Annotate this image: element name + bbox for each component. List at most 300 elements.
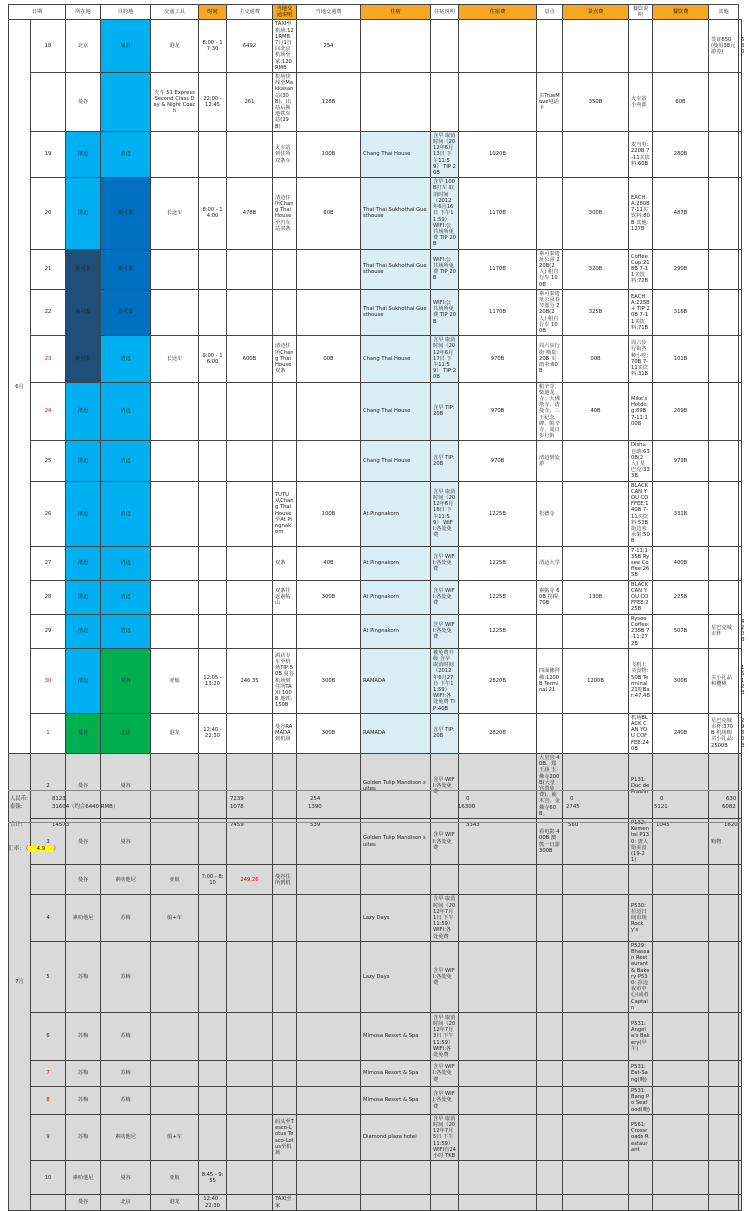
- cell-destination: 苏梅: [101, 1013, 151, 1061]
- cell-other: 星巴克城市杯: [709, 614, 739, 648]
- cell-date: 9: [31, 1114, 66, 1160]
- cell-other: [709, 481, 739, 546]
- cell-sight: 帕辛寺、柴迪龙寺、大佛塔寺、清曼寺、三王纪念碑、帕辛寺、周日步行街: [537, 382, 563, 441]
- cell-other: [709, 441, 739, 481]
- cell-food-fee: 101B: [653, 336, 709, 382]
- cell-date: 23: [31, 336, 66, 382]
- cell-date: 4: [31, 895, 66, 941]
- cell-transport: 亚航: [151, 865, 199, 895]
- cell-hotel: Chang Thai House: [361, 131, 431, 177]
- cell-transport: 长途车: [151, 336, 199, 382]
- cell-food-fee: 300B: [653, 648, 709, 713]
- cell-sight-fee: [563, 1061, 629, 1087]
- expense-sheet: [8, 4, 745, 1211]
- cell-hotel-desc: WIFI:公共场所免费 TIP 20B: [431, 289, 459, 335]
- cell-hotel-fee: 1225B: [459, 580, 537, 614]
- cell-transport: [151, 1087, 199, 1115]
- cell-hotel-desc: 含早 取消时间（2012年6月18日 下午11:59） WIFI:各处免费: [431, 481, 459, 546]
- header-hotel: 住宿: [361, 5, 431, 20]
- cell-food-fee: [653, 1114, 709, 1160]
- cell-sight-fee: [563, 481, 629, 546]
- cell-hotel: Thai Thai Sukhothai Guesthouse: [361, 289, 431, 335]
- summary-total-label: 合计:: [10, 822, 23, 828]
- cell-destination: [101, 73, 151, 132]
- cell-time: 7:00 - 8:10: [199, 865, 227, 895]
- cell-destination: 清迈: [101, 546, 151, 580]
- cell-destination: 素叻他尼: [101, 1114, 151, 1160]
- summary-total-hotel: 3343: [466, 822, 480, 828]
- cell-local-fee: [297, 941, 361, 1012]
- cell-hotel-fee: 2820B: [459, 648, 537, 713]
- summary-total-local: 539: [310, 822, 321, 828]
- cell-main-fee: [227, 481, 273, 546]
- cell-sight: [537, 941, 563, 1012]
- cell-other: [709, 941, 739, 1012]
- cell-food-fee: [653, 895, 709, 941]
- cell-time: 12:40 - 22:30: [199, 1195, 227, 1210]
- cell-food-desc: P531: Angela's Bakery(早午): [629, 1013, 653, 1061]
- header-hotel-desc: 住宿说明: [431, 5, 459, 20]
- cell-other: [709, 289, 739, 335]
- cell-other-fee: [739, 1161, 742, 1195]
- summary-thb-sight: 2745: [566, 804, 580, 810]
- cell-main-fee: [227, 131, 273, 177]
- cell-hotel-fee: [459, 73, 537, 132]
- cell-other: [709, 249, 739, 289]
- cell-location: 苏梅: [66, 1087, 101, 1115]
- cell-location: 苏梅: [66, 941, 101, 1012]
- cell-main-fee: [227, 289, 273, 335]
- cell-hotel-fee: 1170B: [459, 249, 537, 289]
- cell-date: 10: [31, 1161, 66, 1195]
- cell-hotel-desc: 含早 取消时间（2012年6月13日 下午11:59） TIP 20B: [431, 131, 459, 177]
- cell-hotel: Thai Thai Sukhothai Guesthouse: [361, 178, 431, 249]
- cell-other-fee: [739, 865, 742, 895]
- cell-hotel-desc: 含早 TIP:20B: [431, 713, 459, 753]
- cell-destination: 曼谷: [101, 20, 151, 73]
- summary-thb-main: 1078: [230, 804, 244, 810]
- summary-rmb-row: [8, 796, 742, 804]
- cell-other-fee: [739, 336, 742, 382]
- cell-transport: [151, 382, 199, 441]
- summary-total-sight: 560: [568, 822, 579, 828]
- cell-sight: [537, 713, 563, 753]
- cell-hotel-fee: [459, 1195, 537, 1210]
- cell-destination: 清迈: [101, 382, 151, 441]
- summary-rmb-food: 0: [660, 796, 664, 802]
- cell-other-fee: 1512B: [739, 648, 742, 713]
- summary-total-main: 7459: [230, 822, 244, 828]
- table-row: [9, 713, 742, 753]
- exchange-rate: 汇率: （ 4.9 ）: [8, 846, 59, 852]
- cell-hotel-fee: 970B: [459, 336, 537, 382]
- cell-time: 8:00 - 14:00: [199, 178, 227, 249]
- table-row: [9, 382, 742, 441]
- cell-food-desc: 麦当劳:220B 7-11买饮料:60B: [629, 131, 653, 177]
- cell-sight: [537, 1161, 563, 1195]
- cell-location: 清迈: [66, 546, 101, 580]
- cell-local-desc: [273, 382, 297, 441]
- cell-hotel: Mimosa Resort & Spa: [361, 1087, 431, 1115]
- cell-sight-fee: 130B: [563, 580, 629, 614]
- cell-hotel-desc: 含早 WIFI:各处免费: [431, 614, 459, 648]
- cell-hotel-desc: 含早 TIP:20B: [431, 382, 459, 441]
- cell-local-fee: 300B: [297, 713, 361, 753]
- cell-sight: [537, 1195, 563, 1210]
- cell-hotel-fee: [459, 20, 537, 73]
- table-row: [9, 1161, 742, 1195]
- summary-thb-other: 6082: [722, 804, 736, 810]
- cell-hotel-desc: 含早 取消时间（2012年7月5日 下午11:59） WIFI有24小时 TKB: [431, 1114, 459, 1160]
- table-row: [9, 73, 742, 132]
- cell-local-fee: [297, 1087, 361, 1115]
- cell-sight-fee: [563, 865, 629, 895]
- cell-food-desc: P531: Bang Po Seafood(晚): [629, 1087, 653, 1115]
- cell-food-desc: [629, 20, 653, 73]
- cell-other: [709, 895, 739, 941]
- cell-main-fee: [227, 1013, 273, 1061]
- header-location: 所在地: [66, 5, 101, 20]
- summary-thb-total: 31604（约合6440 RMB）: [52, 804, 119, 810]
- cell-date: 30: [31, 648, 66, 713]
- table-row: [9, 1013, 742, 1061]
- header-sight-fee: 景点费: [563, 5, 629, 20]
- cell-food-fee: [653, 1195, 709, 1210]
- cell-local-fee: 100B: [297, 481, 361, 546]
- cell-hotel: Chang Thai House: [361, 382, 431, 441]
- cell-local-desc: 酒店专车至机场TIP:50B 曼谷机场到住所TAXI:100B 地铁:150B: [273, 648, 297, 713]
- cell-location: 曼谷: [66, 865, 101, 895]
- cell-destination: 素可泰: [101, 289, 151, 335]
- cell-location: 曼谷: [66, 818, 101, 864]
- cell-hotel: Golden Tulip Mandison suites: [361, 753, 431, 818]
- cell-transport: 船+车: [151, 1114, 199, 1160]
- cell-sight-fee: [563, 713, 629, 753]
- cell-hotel-desc: 含早 WIFI:各处免费: [431, 1087, 459, 1115]
- cell-destination: 曼谷: [101, 818, 151, 864]
- cell-food-desc: EACHA:225B + TIP 20B 7-11买饮料:71B: [629, 289, 653, 335]
- cell-transport: 亚航: [151, 648, 199, 713]
- cell-hotel-fee: 1170B: [459, 178, 537, 249]
- cell-transport: 长途车: [151, 178, 199, 249]
- header-sight: 景点: [537, 5, 563, 20]
- cell-local-desc: 曼谷RAMADA到机场: [273, 713, 297, 753]
- cell-hotel-fee: [459, 1061, 537, 1087]
- cell-sight: [537, 614, 563, 648]
- cell-destination: 曼谷: [101, 648, 151, 713]
- cell-other-fee: [739, 382, 742, 441]
- cell-other: [709, 1195, 739, 1210]
- cell-time: [199, 614, 227, 648]
- cell-sight: [537, 1061, 563, 1087]
- cell-local-desc: [273, 1061, 297, 1087]
- cell-local-desc: TAXI至家: [273, 1195, 297, 1210]
- cell-hotel-desc: 被免费升级 含早 取消时间（2012年6月27日 下午11:59） WIFI:各处免费 TIP:40B: [431, 648, 459, 713]
- cell-hotel: Diamond plaza hotel: [361, 1114, 431, 1160]
- summary-rmb-other: 630: [726, 796, 737, 802]
- cell-date: 8: [31, 1087, 66, 1115]
- cell-other-fee: [739, 73, 742, 132]
- cell-sight: 买TrueMove电话卡: [537, 73, 563, 132]
- cell-local-fee: [297, 1061, 361, 1087]
- cell-location: 素叻他尼: [66, 895, 101, 941]
- total-divider: [8, 822, 742, 823]
- cell-other-fee: [739, 580, 742, 614]
- cell-sight-fee: [563, 1087, 629, 1115]
- cell-other: [709, 1061, 739, 1087]
- cell-main-fee: 600B: [227, 336, 273, 382]
- cell-location: 清迈: [66, 131, 101, 177]
- cell-time: [199, 1013, 227, 1061]
- cell-main-fee: [227, 1061, 273, 1087]
- cell-other: [709, 73, 739, 132]
- cell-destination: 曼谷: [101, 753, 151, 818]
- cell-destination: 素叻他尼: [101, 865, 151, 895]
- cell-hotel-desc: 含早 取消时间（2012年7月1日 下午11:59） WIFI:各处免费: [431, 895, 459, 941]
- cell-other-fee: [739, 249, 742, 289]
- cell-local-fee: 254: [297, 20, 361, 73]
- cell-destination: 素可泰: [101, 178, 151, 249]
- cell-food-desc: 7-11:135B Rysee Coffee:265B: [629, 546, 653, 580]
- summary-thb-local: 1390: [308, 804, 322, 810]
- cell-sight: [537, 20, 563, 73]
- cell-main-fee: [227, 1161, 273, 1195]
- cell-time: 8:45 - 9:55: [199, 1161, 227, 1195]
- cell-other-fee: [739, 1195, 742, 1210]
- cell-local-desc: 双条往返素帖山: [273, 580, 297, 614]
- cell-local-fee: [297, 865, 361, 895]
- summary-rmb-hotel: 0: [466, 796, 470, 802]
- cell-location: 清迈: [66, 178, 101, 249]
- header-food-desc: 餐饮说明: [629, 5, 653, 20]
- cell-food-desc: P531: Eat-Sang(晚): [629, 1061, 653, 1087]
- cell-time: [199, 131, 227, 177]
- summary-rmb-total: 8123: [52, 796, 66, 802]
- cell-location: 苏梅: [66, 1061, 101, 1087]
- cell-other-fee: [739, 131, 742, 177]
- cell-hotel-desc: WIFI:公共场所免费 TIP 20B: [431, 249, 459, 289]
- cell-hotel: Thai Thai Sukhothai Guesthouse: [361, 249, 431, 289]
- cell-food-desc: Dishu自助:630B(2人) 星巴克:333B: [629, 441, 653, 481]
- cell-location: 清迈: [66, 648, 101, 713]
- cell-sight-fee: [563, 1195, 629, 1210]
- cell-hotel-desc: 含早 WIFI:各处免费: [431, 546, 459, 580]
- cell-time: [199, 941, 227, 1012]
- cell-other: [709, 1114, 739, 1160]
- cell-food-fee: 60B: [653, 73, 709, 132]
- cell-hotel: Mimosa Resort & Spa: [361, 1013, 431, 1061]
- cell-local-fee: 300B: [297, 580, 361, 614]
- table-row: [9, 1087, 742, 1115]
- cell-hotel: [361, 1195, 431, 1210]
- cell-hotel: Chang Thai House: [361, 441, 431, 481]
- cell-hotel-desc: 含早 WIFI:各处免费: [431, 1061, 459, 1087]
- cell-date: [31, 73, 66, 132]
- cell-time: [199, 481, 227, 546]
- cell-time: [199, 895, 227, 941]
- cell-sight-fee: [563, 441, 629, 481]
- cell-food-desc: P529: Bhassan Restaurant & Bakery P530: 拉迈夜市中心(或者Captain: [629, 941, 653, 1012]
- cell-location: 清迈: [66, 580, 101, 614]
- cell-main-fee: [227, 1195, 273, 1210]
- cell-hotel-fee: [459, 895, 537, 941]
- cell-date: 22: [31, 289, 66, 335]
- cell-sight: 四面佛拜佛:1200B Terminal 21: [537, 648, 563, 713]
- cell-transport: [151, 614, 199, 648]
- cell-hotel-fee: [459, 1013, 537, 1061]
- cell-main-fee: [227, 941, 273, 1012]
- cell-transport: 船+车: [151, 895, 199, 941]
- table-row: [9, 481, 742, 546]
- cell-main-fee: [227, 895, 273, 941]
- cell-hotel: At Pingnakorn: [361, 580, 431, 614]
- cell-local-desc: [273, 895, 297, 941]
- cell-hotel: [361, 73, 431, 132]
- summary-thb-hotel: 16300: [458, 804, 476, 810]
- cell-local-fee: [297, 289, 361, 335]
- cell-transport: [151, 546, 199, 580]
- cell-local-fee: 40B: [297, 546, 361, 580]
- cell-destination: 北京: [101, 1195, 151, 1210]
- cell-food-fee: [653, 1087, 709, 1115]
- table-row: [9, 178, 742, 249]
- cell-transport: 港龙: [151, 20, 199, 73]
- cell-transport: 港龙: [151, 1195, 199, 1210]
- table-row: [9, 1195, 742, 1210]
- cell-main-fee: [227, 713, 273, 753]
- cell-hotel: Mimosa Resort & Spa: [361, 1061, 431, 1087]
- cell-food-desc: P530: 拉迈日间市场 Rocky's: [629, 895, 653, 941]
- table-row: [9, 336, 742, 382]
- cell-local-desc: [273, 1161, 297, 1195]
- cell-other: [709, 546, 739, 580]
- cell-other: 星巴克城市杯:370B 机场购买小礼品:2500B: [709, 713, 739, 753]
- cell-sight: [537, 895, 563, 941]
- cell-local-desc: [273, 614, 297, 648]
- cell-food-fee: 487B: [653, 178, 709, 249]
- table-row: [9, 289, 742, 335]
- cell-destination: 清迈: [101, 131, 151, 177]
- cell-food-fee: 240B: [653, 713, 709, 753]
- cell-hotel-fee: 970B: [459, 441, 537, 481]
- cell-date: 6: [31, 1013, 66, 1061]
- header-hotel-fee: 住宿费: [459, 5, 537, 20]
- summary-rmb-main: 7239: [230, 796, 244, 802]
- cell-hotel-desc: 含早 取消时间（2012年6月17日 下午11:59） TIP:20B: [431, 336, 459, 382]
- summary-divider: [8, 790, 742, 791]
- cell-date: 19: [31, 131, 66, 177]
- header-main-fee: 主交通费: [227, 5, 273, 20]
- cell-other-fee: [739, 1061, 742, 1087]
- cell-location: 北京: [66, 20, 101, 73]
- cell-destination: 清迈: [101, 614, 151, 648]
- summary-thb-food: 5121: [654, 804, 668, 810]
- cell-transport: [151, 580, 199, 614]
- cell-food-fee: 973B: [653, 441, 709, 481]
- cell-other-fee: 420B: [739, 614, 742, 648]
- cell-local-desc: 码头至Tesco-Lotus Tesco-Lotus至机场: [273, 1114, 297, 1160]
- cell-date: 3: [31, 818, 66, 864]
- cell-sight: 素可泰遗址公园春节部分 220B(2人) 租自行车 100B: [537, 289, 563, 335]
- summary-total-other: 1620: [724, 822, 738, 828]
- cell-main-fee: 6492: [227, 20, 273, 73]
- cell-local-desc: 双条: [273, 546, 297, 580]
- cell-food-desc: Coffee Cup:218B 7-11买饮料:72B: [629, 249, 653, 289]
- cell-time: [199, 546, 227, 580]
- header-transport: 交通工具: [151, 5, 199, 20]
- cell-food-fee: [653, 1161, 709, 1195]
- cell-destination: 苏梅: [101, 895, 151, 941]
- cell-other: [709, 1087, 739, 1115]
- cell-local-desc: [273, 441, 297, 481]
- cell-location: 苏梅: [66, 1013, 101, 1061]
- cell-food-desc: 周六步行街各种小吃:70B 7-11买饮料:31B: [629, 336, 653, 382]
- cell-date: 7: [31, 1061, 66, 1087]
- cell-other: 买小礼品和樱桃: [709, 648, 739, 713]
- cell-sight: [537, 1114, 563, 1160]
- cell-other: [709, 865, 739, 895]
- cell-location: 清迈: [66, 614, 101, 648]
- cell-other-fee: [739, 1013, 742, 1061]
- cell-food-fee: 331B: [653, 481, 709, 546]
- cell-transport: [151, 289, 199, 335]
- cell-sight: 清迈大学: [537, 546, 563, 580]
- cell-hotel-desc: 含早 TIP:20B: [431, 441, 459, 481]
- cell-date: 20: [31, 178, 66, 249]
- cell-other-fee: 2980B: [739, 713, 742, 753]
- table-row: [9, 895, 742, 941]
- cell-local-desc: 清迈住所Chang Thai House双条: [273, 336, 297, 382]
- cell-food-desc: Mike's Hotdog:89B 7-11:100B: [629, 382, 653, 441]
- table-row: [9, 1061, 742, 1087]
- cell-sight-fee: [563, 20, 629, 73]
- header-row: [9, 5, 742, 20]
- cell-local-desc: 火车站到住所双条车: [273, 131, 297, 177]
- cell-main-fee: 261: [227, 73, 273, 132]
- cell-food-fee: 280B: [653, 131, 709, 177]
- summary-rmb-sight: 0: [570, 796, 574, 802]
- month-july: 7月: [9, 753, 31, 1210]
- cell-main-fee: [227, 1114, 273, 1160]
- cell-sight-fee: [563, 614, 629, 648]
- cell-local-fee: [297, 441, 361, 481]
- cell-hotel: Lazy Days: [361, 941, 431, 1012]
- summary-rmb-label: 人民币:: [10, 796, 28, 802]
- cell-main-fee: [227, 614, 273, 648]
- cell-local-desc: TUTU从Chang Thai House至At Pingnakorn: [273, 481, 297, 546]
- cell-location: 素可泰: [66, 289, 101, 335]
- cell-other: [709, 1013, 739, 1061]
- cell-transport: [151, 481, 199, 546]
- cell-destination: 苏梅: [101, 941, 151, 1012]
- cell-hotel: [361, 865, 431, 895]
- cell-time: [199, 249, 227, 289]
- cell-other: [709, 1161, 739, 1195]
- cell-location: 素可泰: [66, 249, 101, 289]
- table-row: [9, 131, 742, 177]
- cell-other: [709, 336, 739, 382]
- cell-local-desc: 清迈住所Chang Thai House至汽车站双条: [273, 178, 297, 249]
- cell-location: 清迈: [66, 382, 101, 441]
- cell-other-fee: [739, 178, 742, 249]
- cell-hotel-fee: 1020B: [459, 131, 537, 177]
- cell-date: [31, 1195, 66, 1210]
- cell-date: 28: [31, 580, 66, 614]
- cell-location: 苏梅: [66, 1114, 101, 1160]
- cell-hotel-fee: [459, 1114, 537, 1160]
- cell-sight-fee: 1200B: [563, 648, 629, 713]
- cell-hotel-desc: 含早 WIFI:各处免费: [431, 580, 459, 614]
